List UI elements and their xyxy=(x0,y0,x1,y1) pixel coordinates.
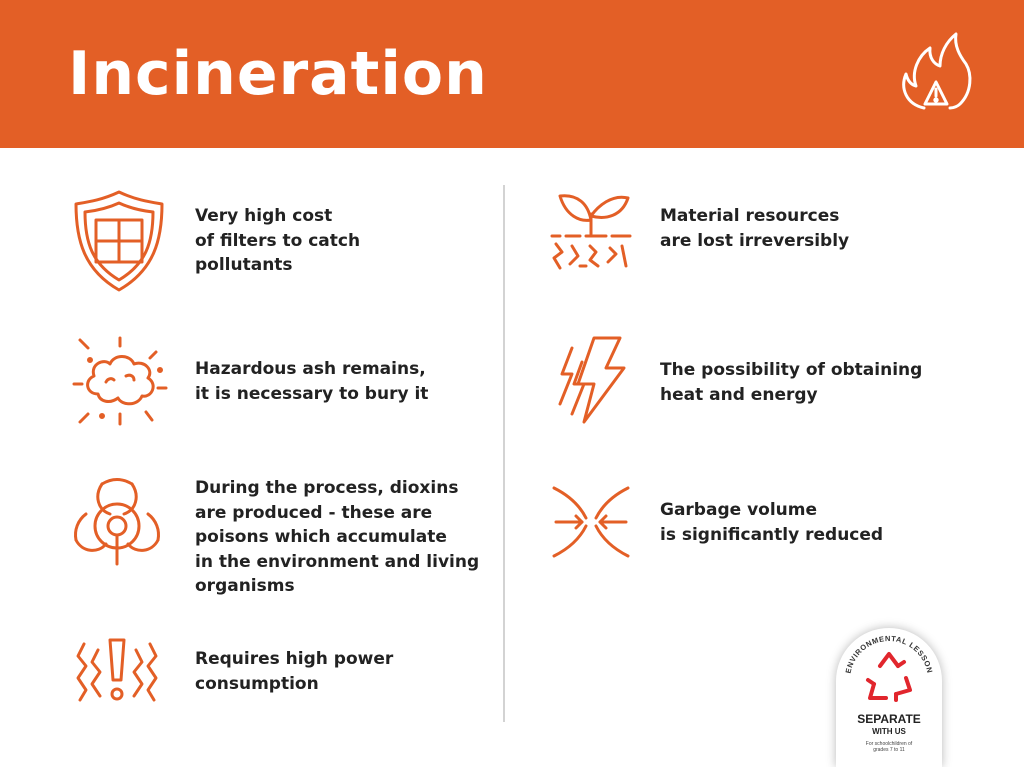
compress-arrows-icon xyxy=(550,484,632,564)
item-text-line: Hazardous ash remains, xyxy=(195,359,426,379)
item-text-line: poisons which accumulate xyxy=(195,527,447,547)
item-text-line: pollutants xyxy=(195,255,293,275)
list-item xyxy=(74,190,494,300)
explosion-smoke-icon xyxy=(72,336,168,430)
item-text-line: The possibility of obtaining xyxy=(660,360,923,380)
list-item xyxy=(72,474,492,599)
item-text-line: are produced - these are xyxy=(195,502,433,523)
list-item xyxy=(72,336,492,428)
lightning-icon xyxy=(550,334,632,430)
badge-arc-text: ENVIRONMENTAL LESSON xyxy=(843,633,935,675)
fire-warning-icon xyxy=(896,30,976,112)
item-text-line: of filters to catch xyxy=(195,230,361,251)
plant-soil-icon xyxy=(550,190,632,276)
badge-subtitle: WITH US xyxy=(872,727,906,736)
item-text-line: Material resources xyxy=(660,206,840,226)
badge-note: For schoolchildren of grades 7 to 11 xyxy=(865,741,913,753)
badge-title: SEPARATE xyxy=(857,712,921,726)
item-text-line: heat and energy xyxy=(660,384,818,405)
item-text-line: it is necessary to bury it xyxy=(195,383,429,404)
power-warning-icon xyxy=(72,636,162,710)
item-text-line: Very high cost xyxy=(195,206,333,226)
list-item xyxy=(550,190,950,274)
environmental-lesson-badge xyxy=(836,628,942,767)
list-item xyxy=(550,334,950,426)
shield-icon xyxy=(74,190,164,296)
item-text-line: During the process, dioxins xyxy=(195,478,459,498)
biohazard-icon xyxy=(72,474,162,572)
item-text-line: Requires high power xyxy=(195,649,394,669)
item-text-line: in the environment and living xyxy=(195,551,480,572)
list-item xyxy=(72,636,492,708)
page-title: Incineration xyxy=(68,39,488,109)
item-text-line: organisms xyxy=(195,576,295,596)
list-item xyxy=(550,484,950,564)
item-text-line: consumption xyxy=(195,673,319,694)
recycle-icon xyxy=(868,654,910,700)
header-banner xyxy=(0,0,1024,148)
item-text-line: Garbage volume xyxy=(660,500,818,520)
column-divider xyxy=(503,185,505,722)
item-text-line: are lost irreversibly xyxy=(660,230,850,251)
item-text-line: is significantly reduced xyxy=(660,524,884,545)
